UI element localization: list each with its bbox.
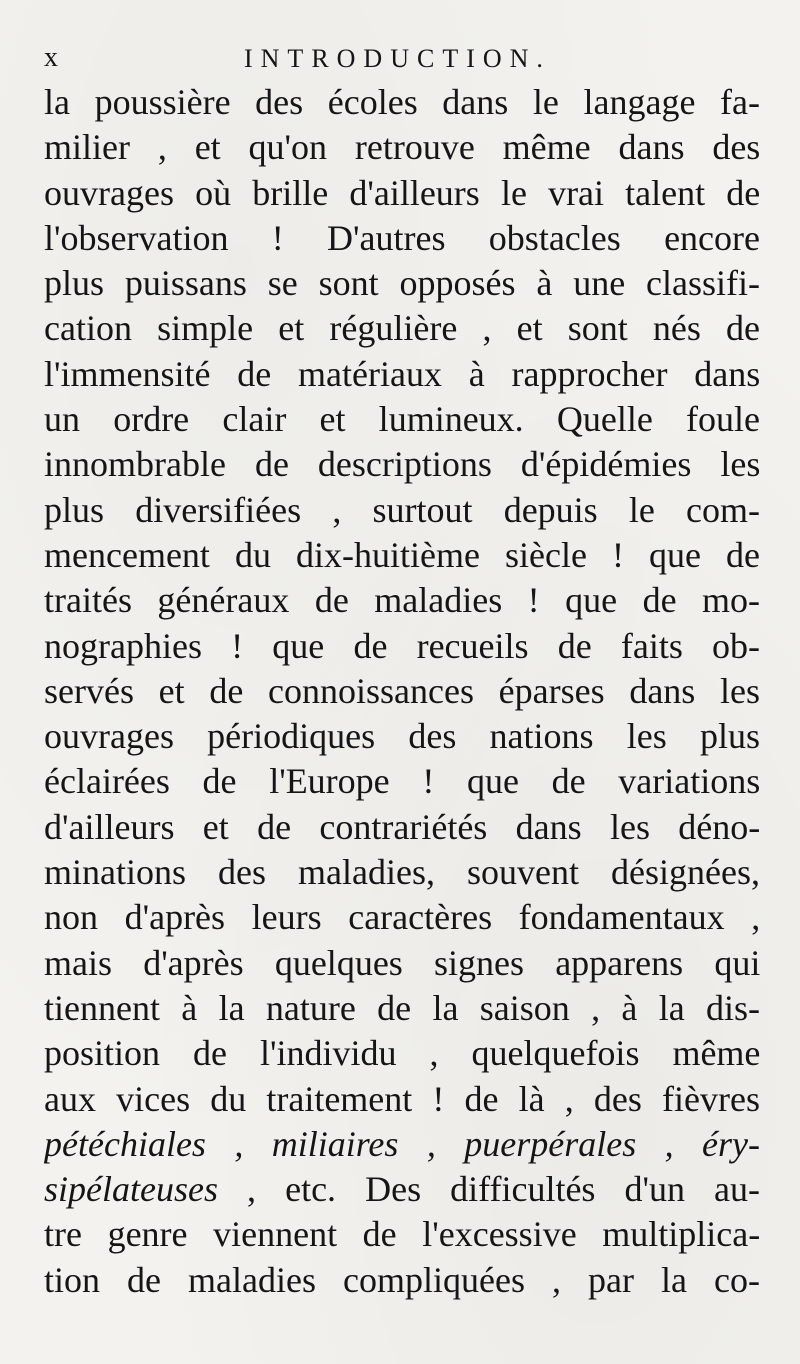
text-line: position de l'individu , quelquefois même — [44, 1033, 760, 1074]
text-line-mixed — [44, 1167, 760, 1212]
text-line: tiennent à la nature de la saison , à la dis- — [44, 987, 760, 1028]
body-text — [44, 80, 760, 1303]
text-line: mencement du dix-huitième siècle ! que de — [44, 534, 760, 575]
text-line: minations des maladies, souvent désignées, — [44, 852, 760, 893]
text-line: aux vices du traitement ! de là , des fièvres — [44, 1078, 760, 1119]
italic-term: sipélateuses — [44, 1169, 218, 1210]
page-number: x — [44, 42, 59, 73]
text-line: plus puissans se sont opposés à une classifi- — [44, 263, 760, 304]
text-line: mais d'après quelques signes apparens qui — [44, 942, 760, 983]
text-line: un ordre clair et lumineux. Quelle foule — [44, 399, 760, 440]
text-line: ouvrages où brille d'ailleurs le vrai talent de — [44, 172, 760, 213]
text-line: innombrable de descriptions d'épidémies les — [44, 444, 760, 485]
italic-terms: pétéchiales , miliaires , puerpérales , éry- — [44, 1123, 760, 1164]
text-line: non d'après leurs caractères fondamentaux , — [44, 897, 760, 938]
text-line: plus diversifiées , surtout depuis le com- — [44, 489, 760, 530]
roman-text: , etc. Des difficultés d'un au- — [217, 1169, 760, 1210]
text-line: tion de maladies compliquées , par la co- — [44, 1259, 760, 1300]
page-header — [44, 38, 764, 78]
text-line: l'observation ! D'autres obstacles encore — [44, 217, 760, 258]
text-line: milier , et qu'on retrouve même dans des — [44, 127, 760, 168]
running-head: INTRODUCTION. — [244, 44, 551, 73]
text-line: la poussière des écoles dans le langage fa- — [44, 82, 760, 122]
text-line: nographies ! que de recueils de faits ob- — [44, 625, 760, 666]
text-line: l'immensité de matériaux à rapprocher dans — [44, 353, 760, 394]
text-line: tre genre viennent de l'excessive multiplica- — [44, 1214, 760, 1255]
text-line: éclairées de l'Europe ! que de variations — [44, 761, 760, 802]
text-line: ouvrages périodiques des nations les plus — [44, 716, 760, 757]
text-line: servés et de connoissances éparses dans les — [44, 670, 760, 711]
text-line: traités généraux de maladies ! que de mo- — [44, 580, 760, 621]
text-line: cation simple et régulière , et sont nés de — [44, 308, 760, 349]
text-line: d'ailleurs et de contrariétés dans les déno- — [44, 806, 760, 847]
text-line-italic — [44, 1122, 760, 1167]
